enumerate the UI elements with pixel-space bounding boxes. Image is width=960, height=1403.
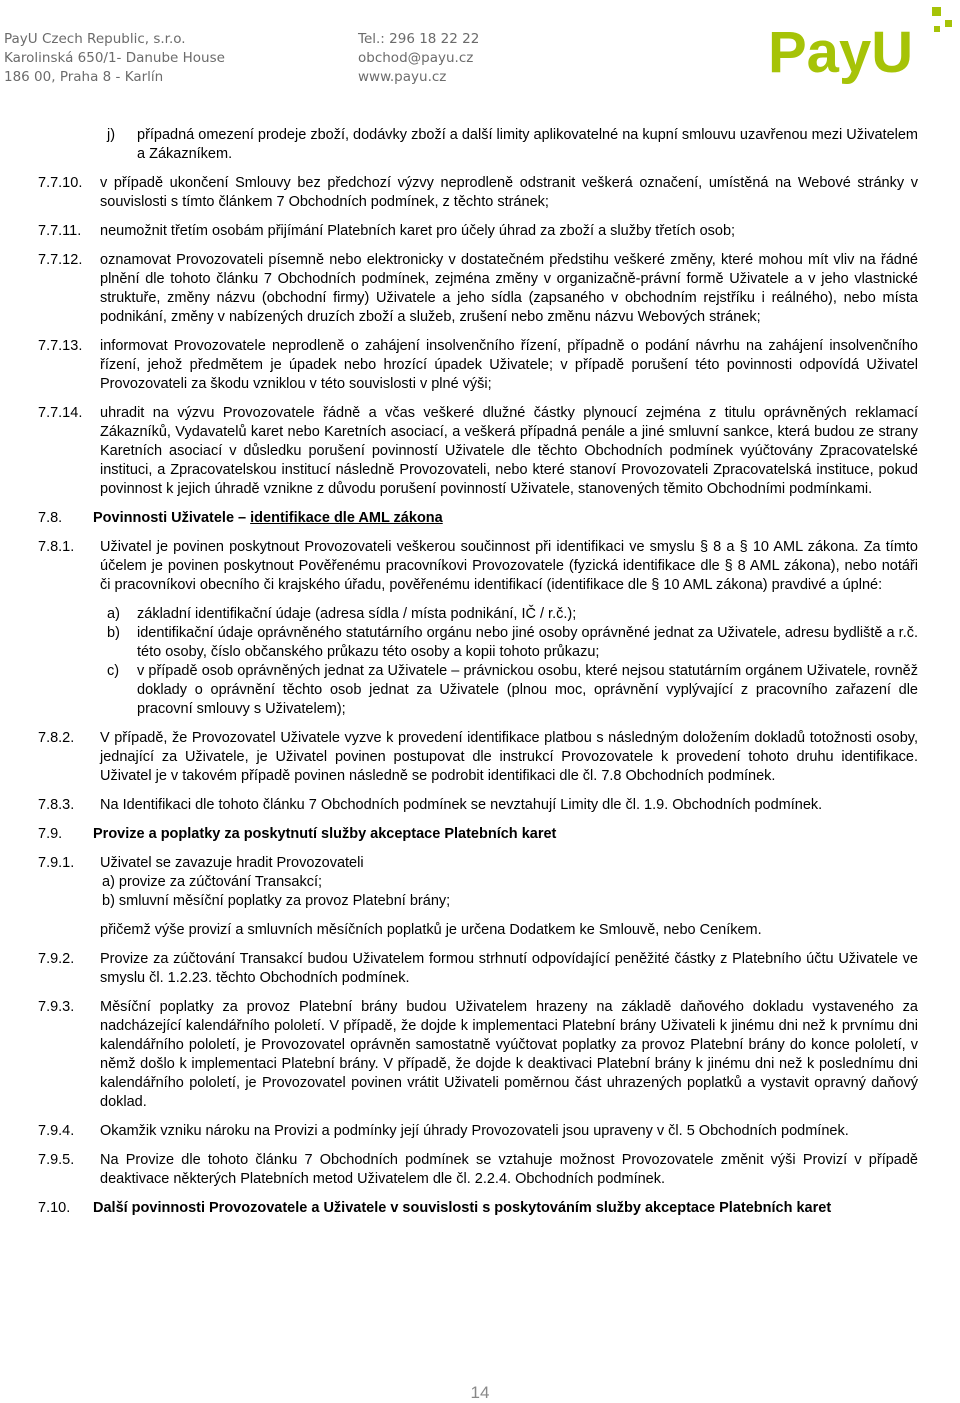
section-title: Další povinnosti Provozovatele a Uživatele v souvislosti s poskytováním služby akceptace Platebních karet bbox=[93, 1200, 832, 1216]
clause-number: 7.9.3. bbox=[38, 999, 75, 1015]
section-title: Povinnosti Uživatele – identifikace dle AML zákona bbox=[93, 510, 443, 526]
clause-text: oznamovat Provozovateli písemně nebo elektronicky v dostatečném předstihu veškeré změny, které mohou mít vliv na řádné plnění dle tohoto článku 7 Obchodních podmínek, zejména změny v organizačně-právní formě Uživatele a v jeho vlastnické struktuře, změny názvu (obchodní firmy) Uživatele a jeho sídla (zapsaného v obchodním rejstříku i reálného), nebo místa podnikání, změny v nabízených druzích zboží a služeb, zrušení nebo změnu názvu Webových stránek; bbox=[100, 252, 918, 325]
clause-7-9-4 bbox=[38, 1122, 918, 1141]
clause-7-8-1 bbox=[38, 538, 918, 595]
clause-text: případná omezení prodeje zboží, dodávky zboží a další limity aplikovatelné na kupní smlouvu uzavřenou mezi Uživatelem a Zákazníkem. bbox=[137, 127, 918, 162]
clause-7-7-11 bbox=[38, 222, 918, 241]
clause-number: 7.8.3. bbox=[38, 797, 75, 813]
page-number: 14 bbox=[470, 1383, 490, 1402]
clause-7-9-1 bbox=[38, 854, 918, 873]
clause-text: uhradit na výzvu Provozovatele řádně a včas veškeré dlužné částky plynoucí zejména z titulu oprávněných reklamací Zákazníků, Vydavatelů karet nebo Karetních asociací, a veškerá případná penále a jiné smluvní sankce, která budou ze strany Karetních asociací v důsledku porušení povinností Uživatele dle těchto Obchodních podmínek vyúčtovány Zpracovatelské instituci, a Zpracovatelskou institucí následně Provozovateli, nebo které stanoví Provozovateli Zpracovatelská instituce, pokud povinnost k jejich úhradě vznikne z důvodu porušení povinností Uživatele, stanovených těmito Obchodními podmínkami. bbox=[100, 405, 918, 497]
company-name: PayU Czech Republic, s.r.o. bbox=[4, 31, 186, 47]
clause-7-8-1-c bbox=[38, 662, 918, 719]
clause-text: Provize za zúčtování Transakcí budou Uživatelem formou strhnutí odpovídající peněžité částky z Platebního účtu Uživatele ve smyslu čl. 1.2.23. těchto Obchodních podmínek. bbox=[100, 951, 918, 986]
list-item: b) smluvní měsíční poplatky za provoz Platební brány; bbox=[102, 893, 451, 909]
clause-j bbox=[38, 126, 918, 164]
company-address bbox=[4, 30, 225, 87]
clause-number: 7.7.11. bbox=[38, 223, 82, 239]
payu-logo bbox=[762, 4, 958, 84]
clause-7-8-2 bbox=[38, 729, 918, 786]
logo-wordmark: PayU bbox=[768, 20, 914, 84]
section-number: 7.8. bbox=[38, 510, 63, 526]
clause-7-9-2 bbox=[38, 950, 918, 988]
clause-7-8-1-a bbox=[38, 605, 918, 624]
clause-7-7-12 bbox=[38, 251, 918, 327]
company-city: 186 00, Praha 8 - Karlín bbox=[4, 69, 164, 85]
section-7-9 bbox=[38, 825, 918, 844]
underlined-text: identifikace dle AML zákona bbox=[250, 510, 443, 526]
section-7-10 bbox=[38, 1199, 918, 1218]
section-number: 7.9. bbox=[38, 826, 63, 842]
logo-pixel-icon bbox=[945, 20, 952, 27]
clause-number: 7.9.2. bbox=[38, 951, 75, 967]
section-7-8 bbox=[38, 509, 918, 528]
clause-text: Uživatel je povinen poskytnout Provozovateli veškerou součinnost při identifikaci ve smyslu § 8 a § 10 AML zákona. Za tímto účelem je povinen poskytnout Pověřenému pracovníkovi Provozovatele (fyzická identifikace dle § 8 AML zákona), nebo notáři či pracovníkovi obecního či krajského úřadu, pověřenému identifikací (identifikace dle § 10 AML zákona) pravdivé a úplné: bbox=[100, 539, 918, 593]
contact-email: obchod@payu.cz bbox=[358, 50, 474, 66]
clause-number: 7.8.2. bbox=[38, 730, 75, 746]
clause-number: 7.7.10. bbox=[38, 175, 83, 191]
clause-text: Uživatel se zavazuje hradit Provozovateli bbox=[100, 855, 364, 871]
document-body bbox=[38, 126, 918, 1218]
logo-pixel-icon bbox=[934, 26, 940, 32]
clause-text: Okamžik vzniku nároku na Provizi a podmínky její úhrady Provozovateli jsou upraveny v čl. 5 Obchodních podmínek. bbox=[100, 1123, 849, 1139]
list-item: a) provize za zúčtování Transakcí; bbox=[102, 874, 323, 890]
clause-text: informovat Provozovatele neprodleně o zahájení insolvenčního řízení, případně o podání návrhu na zahájení insolvenčního řízení, jehož předmětem je úpadek nebo hrozící úpadek Uživatele; v případě porušení této povinnosti odpovídá Uživatel Provozovateli za škodu vzniklou v této souvislosti v plné výši; bbox=[100, 338, 918, 392]
clause-7-8-3 bbox=[38, 796, 918, 815]
clause-7-9-5 bbox=[38, 1151, 918, 1189]
clause-text: Na Identifikaci dle tohoto článku 7 Obchodních podmínek se nevztahují Limity dle čl. 1.9. Obchodních podmínek. bbox=[100, 797, 823, 813]
item-text: v případě osob oprávněných jednat za Uživatele – právnickou osobu, které nejsou statutárním orgánem Uživatele, rovněž doklady o oprávnění těchto osob jednat za Uživatele (plnou moc, oprávnění vyplývající z pracovního zařazení dle pracovní smlouvy s Uživatelem); bbox=[137, 663, 918, 717]
clause-number: 7.9.4. bbox=[38, 1123, 75, 1139]
clause-text: neumožnit třetím osobám přijímání Platebních karet pro účely úhrad za zboží a služby třetích osob; bbox=[100, 223, 736, 239]
clause-text: Na Provize dle tohoto článku 7 Obchodních podmínek se vztahuje možnost Provozovatele změnit výši Provizí v případě deaktivace některých Platebních metod Uživatelem dle čl. 2.2.4. Obchodních podmínek. bbox=[100, 1152, 918, 1187]
clause-7-7-13 bbox=[38, 337, 918, 394]
company-contact bbox=[358, 30, 479, 87]
clause-text: přičemž výše provizí a smluvních měsíčních poplatků je určena Dodatkem ke Smlouvě, nebo Ceníkem. bbox=[100, 922, 762, 938]
clause-number: 7.7.14. bbox=[38, 405, 83, 421]
logo-pixel-icon bbox=[932, 7, 941, 16]
clause-number: 7.9.5. bbox=[38, 1152, 75, 1168]
section-title: Provize a poplatky za poskytnutí služby akceptace Platebních karet bbox=[93, 826, 557, 842]
clause-number: 7.7.12. bbox=[38, 252, 83, 268]
clause-number: j) bbox=[107, 127, 116, 143]
page-header bbox=[0, 0, 960, 96]
item-letter: b) bbox=[107, 625, 120, 641]
clause-7-7-10 bbox=[38, 174, 918, 212]
clause-number: 7.8.1. bbox=[38, 539, 75, 555]
item-text: identifikační údaje oprávněného statutárního orgánu nebo jiné osoby oprávněné jednat za Uživatele, adresu bydliště a r.č. této osoby, číslo občanského průkazu této osoby a kopii tohoto průkazu; bbox=[137, 625, 918, 660]
clause-text: v případě ukončení Smlouvy bez předchozí výzvy neprodleně odstranit veškerá označení, umístěná na Webové stránky v souvislosti s tímto článkem 7 Obchodních podmínek, z těchto stránek; bbox=[100, 175, 918, 210]
clause-number: 7.7.13. bbox=[38, 338, 83, 354]
clause-7-7-14 bbox=[38, 404, 918, 499]
contact-phone: Tel.: 296 18 22 22 bbox=[358, 31, 480, 47]
contact-web: www.payu.cz bbox=[358, 69, 447, 85]
clause-text: Měsíční poplatky za provoz Platební brány budou Uživatelem hrazeny na základě daňového dokladu vystaveného za nadcházející kalendářního pololetí. V případě, že dojde k implementaci Platební brány Uživateli k jinému dni než k prvnímu dni kalendářního pololetí, je Provozovatel oprávněn samostatně vyúčtovat poplatky za provoz Platební brány do konce pololetí, v němž došlo k implementaci Platební brány. V případě, že dojde k deaktivaci Platební brány k jinému dni než k poslednímu dni kalendářního pololetí, je Provozovatel povinen vrátit Uživateli poměrnou část uhrazených poplatků a vystavit opravný daňový doklad. bbox=[100, 999, 918, 1110]
item-letter: a) bbox=[107, 606, 120, 622]
clause-number: 7.9.1. bbox=[38, 855, 75, 871]
clause-7-9-1-items bbox=[100, 873, 918, 940]
item-letter: c) bbox=[107, 663, 120, 679]
item-text: základní identifikační údaje (adresa sídla / místa podnikání, IČ / r.č.); bbox=[137, 606, 577, 622]
section-number: 7.10. bbox=[38, 1200, 71, 1216]
company-street: Karolinská 650/1- Danube House bbox=[4, 50, 225, 66]
clause-text: V případě, že Provozovatel Uživatele vyzve k provedení identifikace platbou s následným doložením dokladů totožnosti osoby, jednající za Uživatele, je Uživatel povinen postupovat dle instrukcí Provozovatele k provedení tohoto druhu identifikace. Uživatel je v takovém případě povinen následně se podrobit identifikaci dle čl. 7.8 Obchodních podmínek. bbox=[100, 730, 918, 784]
clause-7-8-1-b bbox=[38, 624, 918, 662]
clause-7-9-3 bbox=[38, 998, 918, 1112]
